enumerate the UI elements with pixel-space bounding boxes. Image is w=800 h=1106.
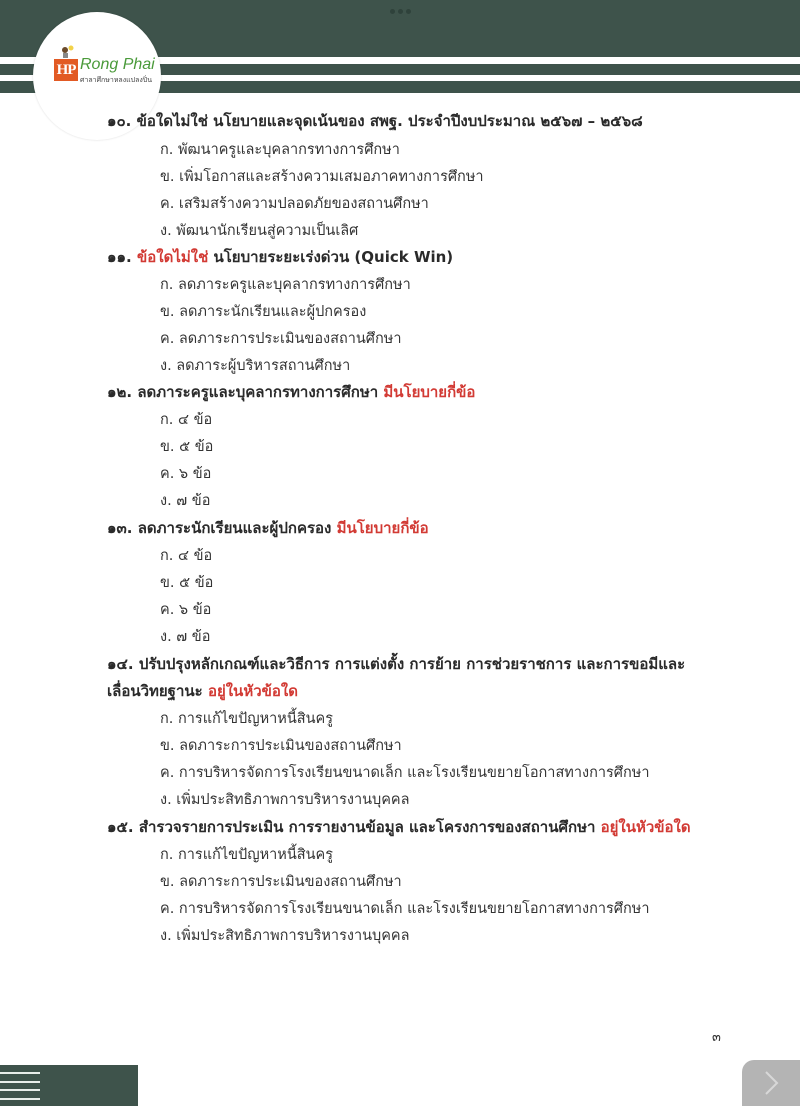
footer-stripe — [0, 1081, 40, 1083]
question-highlight: ข้อใดไม่ใช่ — [136, 248, 209, 266]
option: ค. การบริหารจัดการโรงเรียนขนาดเล็ก และโรงเรียนขยายโอกาสทางการศึกษา — [160, 765, 650, 781]
question-14: ๑๔. ปรับปรุงหลักเกณฑ์และวิธีการ การแต่งตั้ง การย้าย การช่วยราชการ และการขอมีและ — [107, 655, 686, 673]
option: ง. ๗ ข้อ — [160, 629, 211, 645]
question-13: ๑๓. ลดภาระนักเรียนและผู้ปกครอง มีนโยบายกี่ข้อ — [107, 519, 429, 537]
option: ค. ๖ ข้อ — [160, 602, 212, 618]
logo-name: Rong Phai — [80, 56, 155, 73]
option: ก. ๔ ข้อ — [160, 548, 213, 564]
option: ข. เพิ่มโอกาสและสร้างความเสมอภาคทางการศึกษา — [160, 169, 484, 185]
more-dots-icon[interactable] — [390, 9, 411, 14]
question-highlight: มีนโยบายกี่ข้อ — [383, 383, 476, 401]
option: ข. ๕ ข้อ — [160, 575, 214, 591]
next-page-button[interactable] — [742, 1060, 800, 1106]
option: ข. ลดภาระการประเมินของสถานศึกษา — [160, 738, 402, 754]
logo-mark: HP — [54, 59, 78, 81]
option: ข. ลดภาระการประเมินของสถานศึกษา — [160, 874, 402, 890]
footer-bar — [0, 1065, 138, 1106]
page-number: ๓ — [712, 1030, 721, 1045]
question-15: ๑๕. สำรวจรายการประเมิน การรายงานข้อมูล และโครงการของสถานศึกษา อยู่ในหัวข้อใด — [107, 818, 691, 836]
person-bulb-icon — [60, 44, 74, 58]
option: ข. ๕ ข้อ — [160, 439, 214, 455]
question-12: ๑๒. ลดภาระครูและบุคลากรทางการศึกษา มีนโยบายกี่ข้อ — [107, 383, 476, 401]
logo-subtitle: ศาลาศึกษาหลงแปลงปิ่น — [80, 76, 153, 84]
option: ก. การแก้ไขปัญหาหนี้สินครู — [160, 711, 334, 727]
option: ก. ๔ ข้อ — [160, 412, 213, 428]
question-11: ๑๑. ข้อใดไม่ใช่ นโยบายระยะเร่งด่วน (Quick Win) — [107, 248, 454, 266]
question-highlight: อยู่ในหัวข้อใด — [600, 818, 691, 836]
option: ค. ลดภาระการประเมินของสถานศึกษา — [160, 331, 402, 347]
option: ค. การบริหารจัดการโรงเรียนขนาดเล็ก และโรงเรียนขยายโอกาสทางการศึกษา — [160, 901, 650, 917]
option: ก. พัฒนาครูและบุคลากรทางการศึกษา — [160, 142, 400, 158]
option: ง. พัฒนานักเรียนสู่ความเป็นเลิศ — [160, 223, 359, 239]
option: ค. เสริมสร้างความปลอดภัยของสถานศึกษา — [160, 196, 429, 212]
question-14-line2: เลื่อนวิทยฐานะ อยู่ในหัวข้อใด — [107, 682, 298, 700]
footer-stripe — [0, 1072, 40, 1074]
option: ง. ๗ ข้อ — [160, 493, 211, 509]
option: ก. การแก้ไขปัญหาหนี้สินครู — [160, 847, 334, 863]
option: ง. เพิ่มประสิทธิภาพการบริหารงานบุคคล — [160, 792, 410, 808]
question-highlight: มีนโยบายกี่ข้อ — [336, 519, 429, 537]
footer-stripe — [0, 1089, 40, 1091]
footer-stripe — [0, 1098, 40, 1100]
question-highlight: อยู่ในหัวข้อใด — [207, 682, 298, 700]
option: ข. ลดภาระนักเรียนและผู้ปกครอง — [160, 304, 367, 320]
question-10: ๑๐. ข้อใดไม่ใช่ นโยบายและจุดเน้นของ สพฐ. ประจำปีงบประมาณ ๒๕๖๗ – ๒๕๖๘ — [107, 112, 643, 130]
option: ง. ลดภาระผู้บริหารสถานศึกษา — [160, 358, 351, 374]
option: ค. ๖ ข้อ — [160, 466, 212, 482]
option: ง. เพิ่มประสิทธิภาพการบริหารงานบุคคล — [160, 928, 410, 944]
option: ก. ลดภาระครูและบุคลากรทางการศึกษา — [160, 277, 411, 293]
chevron-right-icon — [760, 1068, 782, 1098]
